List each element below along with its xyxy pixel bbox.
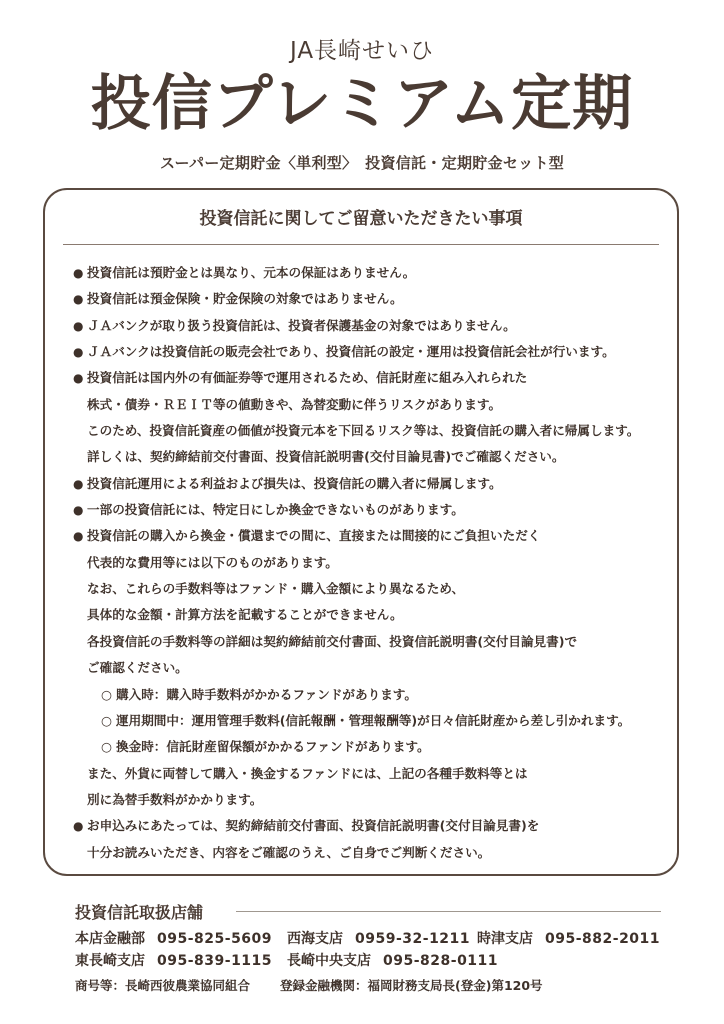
bullet-icon: ●	[73, 345, 84, 360]
branch-name: 東長崎支店	[75, 953, 145, 969]
notice-line-text: 換金時：信託財産留保額がかかるファンドがあります。	[116, 739, 430, 755]
notice-line	[73, 629, 673, 655]
notice-line	[73, 286, 673, 312]
notice-line-text: このため、投資信託資産の価値が投資元本を下回るリスク等は、投資信託の購入者に帰属します。	[87, 423, 640, 439]
notice-line	[73, 840, 673, 866]
notice-line-text: 具体的な金額・計算方法を記載することができません。	[87, 607, 403, 623]
notice-line-text: 購入時：購入時手数料がかかるファンドがあります。	[116, 686, 417, 702]
notice-line-text: 投資信託は預貯金とは異なり、元本の保証はありません。	[87, 265, 416, 280]
notice-line-text: 一部の投資信託には、特定日にしか換金できないものがあります。	[87, 502, 464, 518]
notice-line-text: 投資信託は国内外の有価証券等で運用されるため、信託財産に組み入れられた	[87, 370, 528, 386]
org-name: JA長崎せいひ	[289, 38, 435, 64]
page-title: 投信プレミアム定期	[90, 69, 634, 139]
branch	[477, 928, 660, 948]
notice-line	[73, 365, 673, 391]
notice-heading: 投資信託に関してご留意いただきたい事項	[199, 209, 523, 229]
notice-line-text: 投資信託の購入から換金・償還までの間に、直接または間接的にご負担いただく	[87, 528, 541, 544]
notice-line	[73, 392, 673, 418]
trade-name: 商号等：長崎西彼農業協同組合	[75, 978, 251, 993]
branches-title: 投資信託取扱店舗	[75, 903, 204, 922]
circle-icon: ○	[101, 686, 112, 702]
notice-line-text: 別に為替手数料がかかります。	[87, 791, 263, 807]
notice-line	[73, 813, 673, 839]
bullet-icon: ●	[73, 819, 84, 834]
notice-line-text: 投資信託運用による利益および損失は、投資信託の購入者に帰属します。	[87, 475, 502, 491]
branch-phone: 095-825-5609	[157, 931, 273, 947]
notice-line	[73, 418, 673, 444]
branch	[75, 950, 287, 970]
circle-icon: ○	[101, 739, 112, 755]
branch-phone: 095-882-2011	[545, 931, 661, 947]
notice-line	[73, 761, 673, 787]
bullet-icon: ●	[73, 266, 84, 280]
branch	[75, 928, 287, 948]
notice-line-text: 投資信託は預金保険・貯金保険の対象ではありません。	[87, 291, 403, 307]
notice-line	[73, 787, 673, 813]
notice-line-text: 運用期間中：運用管理手数料(信託報酬・管理報酬等)が日々信託財産から差し引かれます。	[116, 712, 631, 728]
notice-line-text: ＪＡバンクは投資信託の販売会社であり、投資信託の設定・運用は投資信託会社が行います。	[87, 344, 615, 360]
notice-line	[73, 313, 673, 339]
notice-line	[73, 602, 673, 628]
notice-line-text: 代表的な費用等には以下のものがあります。	[87, 554, 338, 570]
notice-line	[73, 444, 673, 470]
notice-line	[73, 576, 673, 602]
notice-line-text: お申込みにあたっては、契約締結前交付書面、投資信託説明書(交付目論見書)を	[87, 818, 540, 834]
notice-box	[43, 188, 679, 876]
notice-line	[73, 708, 673, 734]
notice-line-text: また、外貨に両替して購入・換金するファンドには、上記の各種手数料等とは	[87, 765, 528, 781]
heading-divider	[63, 244, 659, 245]
page-subtitle: スーパー定期貯金〈単利型〉 投資信託・定期貯金セット型	[159, 154, 565, 172]
notice-line-text: ご確認ください。	[87, 660, 188, 676]
notice-line	[73, 734, 673, 760]
branch-name: 本店金融部	[75, 931, 145, 947]
branch-phone: 095-828-0111	[383, 953, 499, 969]
footnote	[75, 976, 543, 994]
bullet-icon: ●	[73, 318, 84, 333]
notice-line	[73, 682, 673, 708]
notice-line	[73, 550, 673, 576]
registration-info: 登録金融機関：福岡財務支局長(登金)第120号	[280, 978, 543, 993]
branch	[287, 928, 477, 948]
branch-name: 時津支店	[477, 931, 533, 947]
notice-line-text: ＪＡバンクが取り扱う投資信託は、投資者保護基金の対象ではありません。	[87, 317, 516, 333]
notice-line-text: 株式・債券・ＲＥＩＴ等の値動きや、為替変動に伴うリスクがあります。	[87, 396, 502, 412]
branch-phone: 0959-32-1211	[355, 931, 471, 947]
notice-line	[73, 655, 673, 681]
notice-line-text: 十分お読みいただき、内容をご確認のうえ、ご自身でご判断ください。	[87, 844, 491, 860]
notice-line	[73, 523, 673, 549]
branch-name: 長崎中央支店	[287, 953, 371, 969]
bullet-icon: ●	[73, 529, 84, 544]
notice-line	[73, 339, 673, 365]
notice-line-text: なお、これらの手数料等はファンド・購入金額により異なるため、	[87, 581, 465, 597]
notice-line-text: 各投資信託の手数料等の詳細は契約締結前交付書面、投資信託説明書(交付目論見書)で	[87, 633, 578, 649]
notice-line	[73, 471, 673, 497]
notice-line	[73, 260, 673, 286]
bullet-icon: ●	[73, 503, 84, 518]
notice-line-text: 詳しくは、契約締結前交付書面、投資信託説明書(交付目論見書)でご確認ください。	[87, 449, 565, 465]
notice-line	[73, 497, 673, 523]
notice-list	[73, 260, 673, 866]
branch-phone: 095-839-1115	[157, 953, 273, 969]
branch-row-2	[75, 950, 498, 970]
branch	[287, 950, 498, 970]
branch-row-1	[75, 928, 660, 948]
bullet-icon: ●	[73, 292, 84, 307]
branch-name: 西海支店	[287, 931, 343, 947]
bullet-icon: ●	[73, 371, 84, 386]
bullet-icon: ●	[73, 476, 84, 491]
circle-icon: ○	[101, 712, 112, 728]
branches-divider	[236, 911, 661, 912]
